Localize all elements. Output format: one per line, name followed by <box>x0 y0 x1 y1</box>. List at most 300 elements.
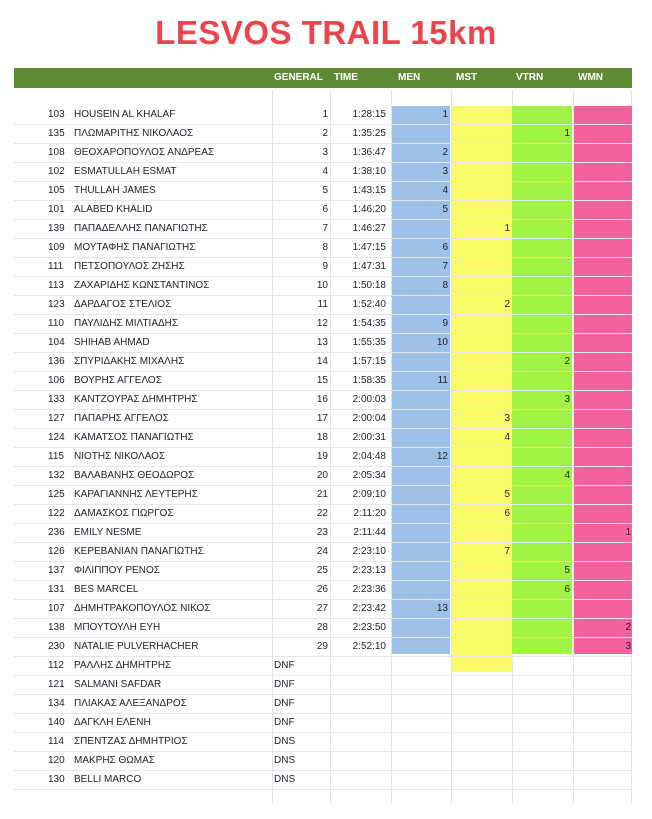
table-row <box>14 562 632 581</box>
vtrn-rank <box>514 486 570 504</box>
men-rank <box>394 524 448 542</box>
bib-number: 134 <box>48 698 65 709</box>
men-rank <box>394 125 448 143</box>
finish-time: 2:23:10 <box>352 546 386 557</box>
bib-number: 105 <box>48 185 65 196</box>
men-rank <box>394 429 448 447</box>
vtrn-rank <box>514 201 570 219</box>
runner-name: BELLI MARCO <box>74 774 142 785</box>
bib-number: 137 <box>48 565 65 576</box>
bib-number: 135 <box>48 128 65 139</box>
mst-rank <box>454 353 510 371</box>
mst-rank <box>454 163 510 181</box>
bib-number: 140 <box>48 717 65 728</box>
finish-time: 1:35:25 <box>352 128 386 139</box>
wmn-rank <box>576 733 631 751</box>
general-rank: 19 <box>316 451 328 462</box>
men-rank <box>394 771 448 789</box>
mst-rank: 3 <box>504 413 510 424</box>
bib-number: 136 <box>48 356 65 367</box>
mst-rank <box>454 695 510 713</box>
men-rank: 1 <box>442 109 448 120</box>
mst-rank <box>454 391 510 409</box>
wmn-rank: 1 <box>625 527 631 538</box>
runner-name: SHIHAB AHMAD <box>74 337 150 348</box>
men-rank <box>394 486 448 504</box>
wmn-rank <box>576 296 631 314</box>
finish-time: 1:55:35 <box>352 337 386 348</box>
finish-time: 2:23:13 <box>352 565 386 576</box>
finish-time: 2:00:04 <box>352 413 386 424</box>
vtrn-rank <box>514 543 570 561</box>
page-title: LESVOS TRAIL 15km <box>155 14 497 51</box>
wmn-rank <box>576 182 631 200</box>
table-row <box>14 144 632 163</box>
table-row <box>14 163 632 182</box>
vtrn-rank <box>514 163 570 181</box>
bib-number: 127 <box>48 413 65 424</box>
bib-number: 109 <box>48 242 65 253</box>
wmn-rank <box>576 106 631 124</box>
wmn-rank <box>576 543 631 561</box>
general-rank: 23 <box>316 527 328 538</box>
table-header <box>14 68 632 88</box>
wmn-rank <box>576 467 631 485</box>
runner-name: ΚΑΡΑΓΙΑΝΝΗΣ ΛΕΥΤΕΡΗΣ <box>74 489 198 500</box>
men-rank <box>394 657 448 675</box>
finish-time <box>332 676 386 694</box>
wmn-rank <box>576 353 631 371</box>
runner-name: NATALIE PULVERHACHER <box>74 641 199 652</box>
general-rank: 12 <box>316 318 328 329</box>
bib-number: 102 <box>48 166 65 177</box>
runner-name: ΒΑΛΑΒΑΝΗΣ ΘΕΟΔΩΡΟΣ <box>74 470 195 481</box>
wmn-rank <box>576 752 631 770</box>
bib-number: 126 <box>48 546 65 557</box>
men-rank <box>394 410 448 428</box>
general-rank: 22 <box>316 508 328 519</box>
men-rank: 6 <box>442 242 448 253</box>
vtrn-rank <box>514 296 570 314</box>
bib-number: 131 <box>48 584 65 595</box>
mst-rank <box>454 752 510 770</box>
finish-time: 2:00:31 <box>352 432 386 443</box>
general-rank: 6 <box>322 204 328 215</box>
runner-name: ΡΑΛΛΗΣ ΔΗΜΗΤΡΗΣ <box>74 660 172 671</box>
table-row <box>14 657 632 676</box>
bib-number: 104 <box>48 337 65 348</box>
runner-name: ΚΑΜΑΤΣΟΣ ΠΑΝΑΓΙΩΤΗΣ <box>74 432 194 443</box>
bib-number: 138 <box>48 622 65 633</box>
header-general: GENERAL <box>274 72 323 83</box>
wmn-rank <box>576 505 631 523</box>
men-rank <box>394 562 448 580</box>
wmn-rank <box>576 163 631 181</box>
runner-name: ΘΕΟΧΑΡΟΠΟΥΛΟΣ ΑΝΔΡΕΑΣ <box>74 147 215 158</box>
mst-rank: 5 <box>504 489 510 500</box>
wmn-rank <box>576 239 631 257</box>
table-row <box>14 467 632 486</box>
general-rank: 8 <box>322 242 328 253</box>
men-rank <box>394 581 448 599</box>
runner-name: ΔΗΜΗΤΡΑΚΟΠΟΥΛΟΣ ΝΙΚΟΣ <box>74 603 211 614</box>
wmn-rank <box>576 125 631 143</box>
mst-rank <box>454 467 510 485</box>
men-rank: 2 <box>442 147 448 158</box>
vtrn-rank: 4 <box>564 470 570 481</box>
men-rank <box>394 543 448 561</box>
bib-number: 230 <box>48 641 65 652</box>
finish-time: 2:23:50 <box>352 622 386 633</box>
general-rank: 3 <box>322 147 328 158</box>
bib-number: 115 <box>48 451 64 462</box>
table-row <box>14 505 632 524</box>
runner-name: EMILY NESME <box>74 527 142 538</box>
finish-time: 1:54:35 <box>352 318 386 329</box>
finish-time <box>332 695 386 713</box>
finish-time <box>332 657 386 675</box>
runner-name: ΜΟΥΤΑΦΗΣ ΠΑΝΑΓΙΩΤΗΣ <box>74 242 196 253</box>
bib-number: 112 <box>48 660 64 671</box>
runner-name: ΒΟΥΡΗΣ ΑΓΓΕΛΟΣ <box>74 375 162 386</box>
general-rank: 21 <box>316 489 328 500</box>
vtrn-rank <box>514 771 570 789</box>
runner-name: ΠΛΩΜΑΡΙΤΗΣ ΝΙΚΟΛΑΟΣ <box>74 128 194 139</box>
mst-rank <box>454 201 510 219</box>
men-rank <box>394 714 448 732</box>
finish-time <box>332 752 386 770</box>
wmn-rank <box>576 771 631 789</box>
wmn-rank <box>576 410 631 428</box>
mst-rank: 7 <box>504 546 510 557</box>
finish-time: 2:00:03 <box>352 394 386 405</box>
mst-rank <box>454 182 510 200</box>
general-rank: 26 <box>316 584 328 595</box>
men-rank: 11 <box>437 375 448 386</box>
general-rank: 11 <box>317 299 328 310</box>
bib-number: 125 <box>48 489 65 500</box>
general-rank: 10 <box>316 280 328 291</box>
bib-number: 122 <box>48 508 65 519</box>
table-row <box>14 733 632 752</box>
table-row <box>14 429 632 448</box>
finish-time: 2:52:10 <box>352 641 386 652</box>
table-row <box>14 258 632 277</box>
men-rank <box>394 695 448 713</box>
finish-time: 2:04:48 <box>352 451 386 462</box>
wmn-rank: 3 <box>625 641 631 652</box>
table-row <box>14 182 632 201</box>
bib-number: 110 <box>48 318 64 329</box>
finish-time <box>332 733 386 751</box>
table-row <box>14 220 632 239</box>
men-rank <box>394 296 448 314</box>
vtrn-rank: 6 <box>564 584 570 595</box>
runner-name: ΖΑΧΑΡΙΔΗΣ ΚΩΝΣΤΑΝΤΙΝΟΣ <box>74 280 210 291</box>
runner-name: ΣΠΕΝΤΖΑΣ ΔΗΜΗΤΡΙΟΣ <box>74 736 188 747</box>
general-rank: 2 <box>322 128 328 139</box>
finish-time: 1:50:18 <box>352 280 386 291</box>
mst-rank <box>454 315 510 333</box>
wmn-rank <box>576 201 631 219</box>
general-rank: DNS <box>274 736 296 747</box>
table-row <box>14 277 632 296</box>
runner-name: ALABED KHALID <box>74 204 153 215</box>
bib-number: 236 <box>48 527 65 538</box>
wmn-rank: 2 <box>625 622 631 633</box>
runner-name: BES MARCEL <box>74 584 139 595</box>
general-rank: 29 <box>316 641 328 652</box>
vtrn-rank: 3 <box>564 394 570 405</box>
bib-number: 111 <box>48 261 64 272</box>
table-row <box>14 391 632 410</box>
mst-rank <box>454 258 510 276</box>
men-rank: 3 <box>442 166 448 177</box>
men-rank <box>394 391 448 409</box>
finish-time: 2:09:10 <box>352 489 386 500</box>
table-row <box>14 410 632 429</box>
mst-rank <box>454 600 510 618</box>
vtrn-rank: 5 <box>564 565 570 576</box>
mst-rank <box>454 619 510 637</box>
men-rank <box>394 638 448 656</box>
vtrn-rank <box>514 182 570 200</box>
runner-name: ΠΛΙΑΚΑΣ ΑΛΕΞΑΝΔΡΟΣ <box>74 698 187 709</box>
general-rank: 20 <box>316 470 328 481</box>
men-rank <box>394 733 448 751</box>
mst-rank <box>454 448 510 466</box>
general-rank: 16 <box>316 394 328 405</box>
wmn-rank <box>576 448 631 466</box>
general-rank: DNS <box>274 774 296 785</box>
vtrn-rank: 1 <box>564 128 570 139</box>
men-rank: 13 <box>436 603 448 614</box>
mst-rank <box>454 771 510 789</box>
finish-time: 2:05:34 <box>352 470 386 481</box>
bib-number: 108 <box>48 147 65 158</box>
mst-rank <box>454 372 510 390</box>
runner-name: SALMANI SAFDAR <box>74 679 162 690</box>
wmn-rank <box>576 562 631 580</box>
bib-number: 113 <box>48 280 64 291</box>
wmn-rank <box>576 277 631 295</box>
wmn-rank <box>576 714 631 732</box>
mst-rank: 2 <box>504 299 510 310</box>
bib-number: 133 <box>48 394 65 405</box>
bib-number: 130 <box>48 774 65 785</box>
runner-name: THULLAH JAMES <box>74 185 156 196</box>
table-row <box>14 695 632 714</box>
runner-name: ΔΑΜΑΣΚΟΣ ΓΙΩΡΓΟΣ <box>74 508 174 519</box>
runner-name: ΜΠΟΥΤΟΥΛΗ ΕΥΗ <box>74 622 161 633</box>
table-row <box>14 125 632 144</box>
results-table <box>14 68 632 803</box>
men-rank: 7 <box>442 261 448 272</box>
vtrn-rank <box>514 619 570 637</box>
bib-number: 124 <box>48 432 65 443</box>
general-rank: 13 <box>316 337 328 348</box>
bib-number: 114 <box>48 736 64 747</box>
runner-name: ΠΕΤΣΟΠΟΥΛΟΣ ΖΗΣΗΣ <box>74 261 185 272</box>
men-rank: 5 <box>442 204 448 215</box>
men-rank <box>394 220 448 238</box>
table-row <box>14 486 632 505</box>
vtrn-rank <box>514 752 570 770</box>
table-row <box>14 372 632 391</box>
men-rank: 9 <box>442 318 448 329</box>
mst-rank <box>454 106 510 124</box>
runner-name: ΚΕΡΕΒΑΝΙΑΝ ΠΑΝΑΓΙΩΤΗΣ <box>74 546 204 557</box>
wmn-rank <box>576 144 631 162</box>
wmn-rank <box>576 429 631 447</box>
finish-time <box>332 714 386 732</box>
wmn-rank <box>576 372 631 390</box>
general-rank: 28 <box>316 622 328 633</box>
table-row <box>14 353 632 372</box>
table-row <box>14 334 632 353</box>
general-rank: DNF <box>274 679 295 690</box>
table-row <box>14 581 632 600</box>
vtrn-rank <box>514 638 570 656</box>
bib-number: 123 <box>48 299 65 310</box>
wmn-rank <box>576 676 631 694</box>
mst-rank: 4 <box>504 432 510 443</box>
mst-rank <box>454 277 510 295</box>
mst-rank: 6 <box>504 508 510 519</box>
vtrn-rank: 2 <box>564 356 570 367</box>
vtrn-rank <box>514 733 570 751</box>
finish-time <box>332 771 386 789</box>
header-time: TIME <box>334 72 358 83</box>
header-mst: MST <box>456 72 478 83</box>
finish-time: 2:11:20 <box>353 508 386 519</box>
mst-rank <box>454 562 510 580</box>
table-row <box>14 524 632 543</box>
vtrn-rank <box>514 239 570 257</box>
runner-name: ΦΙΛΙΠΠΟΥ ΡΕΝΟΣ <box>74 565 160 576</box>
mst-rank <box>454 524 510 542</box>
runner-name: ΠΑΠΑΔΕΛΛΗΣ ΠΑΝΑΓΙΩΤΗΣ <box>74 223 208 234</box>
wmn-rank <box>576 581 631 599</box>
runner-name: ΔΑΡΔΑΓΟΣ ΣΤΕΛΙΟΣ <box>74 299 172 310</box>
vtrn-rank <box>514 258 570 276</box>
table-row <box>14 448 632 467</box>
men-rank <box>394 467 448 485</box>
general-rank: 17 <box>316 413 328 424</box>
general-rank: DNF <box>274 717 295 728</box>
runner-name: ΠΑΥΛΙΔΗΣ ΜΙΛΤΙΑΔΗΣ <box>74 318 179 329</box>
runner-name: ΣΠΥΡΙΔΑΚΗΣ ΜΙΧΑΛΗΣ <box>74 356 185 367</box>
finish-time: 1:47:15 <box>352 242 386 253</box>
general-rank: 5 <box>322 185 328 196</box>
general-rank: 4 <box>322 166 328 177</box>
wmn-rank <box>576 695 631 713</box>
men-rank: 10 <box>436 337 448 348</box>
vtrn-rank <box>514 448 570 466</box>
general-rank: 25 <box>316 565 328 576</box>
runner-name: ΔΑΓΚΛΗ ΕΛΕΝΗ <box>74 717 151 728</box>
table-row <box>14 201 632 220</box>
table-row <box>14 752 632 771</box>
vtrn-rank <box>514 714 570 732</box>
general-rank: 14 <box>316 356 328 367</box>
table-row <box>14 676 632 695</box>
mst-rank <box>454 733 510 751</box>
mst-rank: 1 <box>504 223 510 234</box>
men-rank: 4 <box>442 185 448 196</box>
vtrn-rank <box>514 334 570 352</box>
mst-rank <box>454 714 510 732</box>
wmn-rank <box>576 220 631 238</box>
finish-time: 1:52:40 <box>352 299 386 310</box>
men-rank <box>394 676 448 694</box>
runner-name: ΝΙΟΤΗΣ ΝΙΚΟΛΑΟΣ <box>74 451 166 462</box>
bib-number: 101 <box>48 204 65 215</box>
finish-time: 1:43:15 <box>352 185 386 196</box>
bib-number: 103 <box>48 109 65 120</box>
bib-number: 139 <box>48 223 65 234</box>
header-vtrn: VTRN <box>516 72 544 83</box>
finish-time: 2:11:44 <box>353 527 386 538</box>
vtrn-rank <box>514 695 570 713</box>
vtrn-rank <box>514 315 570 333</box>
general-rank: 7 <box>322 223 328 234</box>
men-rank: 8 <box>442 280 448 291</box>
vtrn-rank <box>514 505 570 523</box>
bib-number: 120 <box>48 755 65 766</box>
general-rank: 9 <box>322 261 328 272</box>
finish-time: 2:23:36 <box>352 584 386 595</box>
table-row <box>14 600 632 619</box>
finish-time: 1:28:15 <box>352 109 386 120</box>
general-rank: 24 <box>316 546 328 557</box>
mst-rank <box>454 676 510 694</box>
runner-name: ΚΑΝΤΖΟΥΡΑΣ ΔΗΜΗΤΡΗΣ <box>74 394 198 405</box>
men-rank <box>394 619 448 637</box>
mst-rank <box>454 581 510 599</box>
runner-name: ΠΑΠΑΡΗΣ ΑΓΓΕΛΟΣ <box>74 413 169 424</box>
finish-time: 2:23:42 <box>352 603 386 614</box>
general-rank: 27 <box>316 603 328 614</box>
vtrn-rank <box>514 410 570 428</box>
mst-rank <box>454 657 510 675</box>
finish-time: 1:57:15 <box>352 356 386 367</box>
wmn-rank <box>576 334 631 352</box>
general-rank: 1 <box>322 109 328 120</box>
vtrn-rank <box>514 220 570 238</box>
wmn-rank <box>576 391 631 409</box>
wmn-rank <box>576 486 631 504</box>
finish-time: 1:46:27 <box>352 223 386 234</box>
general-rank: DNF <box>274 698 295 709</box>
table-row <box>14 771 632 790</box>
vtrn-rank <box>514 277 570 295</box>
men-rank <box>394 353 448 371</box>
bib-number: 106 <box>48 375 65 386</box>
vtrn-rank <box>514 106 570 124</box>
runner-name: ESMATULLAH ESMAT <box>74 166 177 177</box>
general-rank: 18 <box>316 432 328 443</box>
header-men: MEN <box>398 72 421 83</box>
runner-name: HOUSEIN AL KHALAF <box>74 109 176 120</box>
finish-time: 1:46:20 <box>352 204 386 215</box>
men-rank <box>394 752 448 770</box>
wmn-rank <box>576 600 631 618</box>
wmn-rank <box>576 258 631 276</box>
mst-rank <box>454 239 510 257</box>
header-wmn: WMN <box>578 72 603 83</box>
mst-rank <box>454 125 510 143</box>
